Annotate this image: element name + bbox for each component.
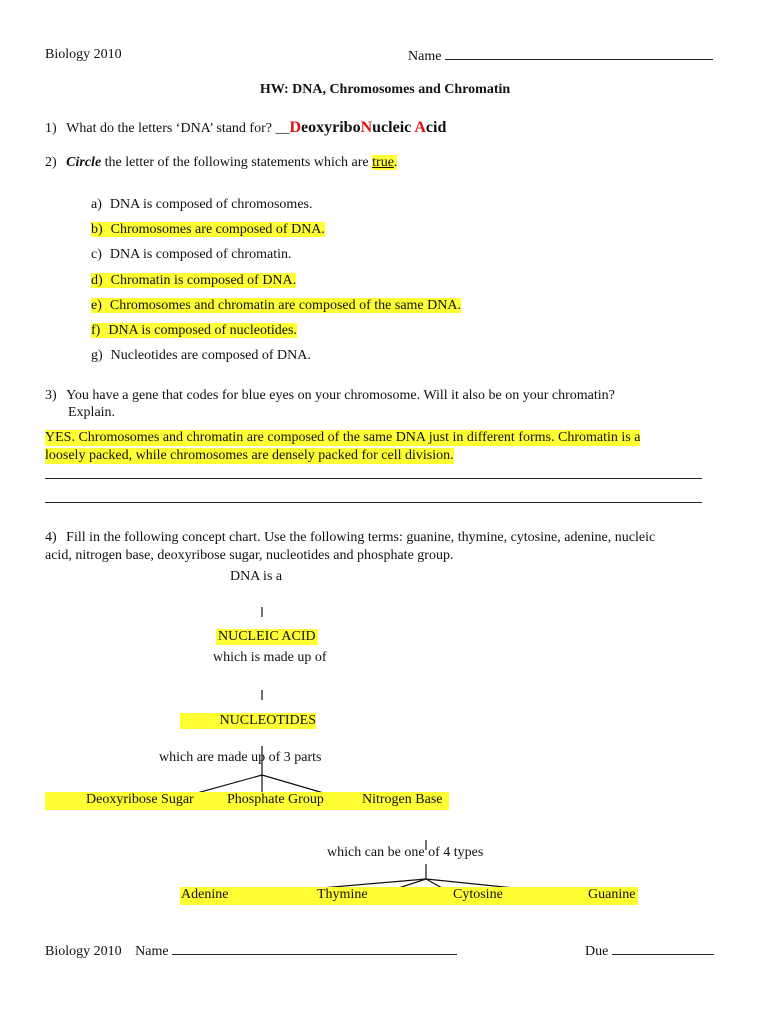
q4-line2: acid, nitrogen base, deoxyribose sugar, nucleotides and phosphate group. [45,548,454,563]
chart-made-up-of: which is made up of [213,650,327,665]
chart-nucleic-acid: NUCLEIC ACID [218,629,316,644]
q3-answer-line1: YES. Chromosomes and chromatin are composed of the same DNA just in different forms. Chromatin is a [45,430,641,445]
footer-due-blank[interactable] [612,942,714,955]
q3-number: 3) [45,388,57,403]
q2-statement-letter[interactable]: b) [91,222,103,238]
footer-name-blank[interactable] [172,942,457,955]
q2-prompt: the letter of the following statements which are [101,155,373,170]
question-2: 2) Circle the letter of the following statements which are true. [45,155,398,170]
q2-statement-letter[interactable]: f) [91,323,101,338]
chart-base-cytosine: Cytosine [453,887,503,902]
q2-verb: Circle [66,155,102,170]
chart-base-guanine: Guanine [588,887,636,902]
q2-statement-body: DNA is composed of chromatin. [109,247,292,263]
q2-statement-body: Chromosomes and chromatin are composed of the same DNA. [109,297,461,313]
footer-due-label: Due [585,944,609,959]
q3-answer-line2: loosely packed, while chromosomes are densely packed for cell division. [45,448,454,463]
q2-statement-body: Nucleotides are composed of DNA. [110,348,311,364]
q2-statement-letter[interactable]: g) [91,348,103,364]
q2-statement-body: DNA is composed of chromosomes. [109,197,313,212]
bases-highlight-band [180,887,638,905]
q1-text: What do the letters ‘DNA’ stand for? __ [66,121,290,136]
footer [45,942,457,960]
chart-part-phosphate-group: Phosphate Group [227,792,324,807]
chart-part-nitrogen-base: Nitrogen Base [362,792,443,807]
q2-statement-letter[interactable]: a) [91,197,102,212]
page-title: HW: DNA, Chromosomes and Chromatin [259,82,511,97]
q2-statement-body: DNA is composed of nucleotides. [108,323,297,338]
q2-true-word: true [372,155,394,170]
chart-part-deoxyribose-sugar: Deoxyribose Sugar [86,792,194,807]
chart-base-thymine: Thymine [317,887,368,902]
q2-statement-letter[interactable]: d) [91,272,103,288]
q4-line1: Fill in the following concept chart. Use the following terms: guanine, thymine, cytosine, adenine, nucleic [66,530,656,545]
q2-statement-body: Chromatin is composed of DNA. [110,272,297,288]
chart-base-adenine: Adenine [181,887,229,902]
q1-answer: DeoxyriboNucleic Acid [289,119,447,136]
q3-line1: You have a gene that codes for blue eyes on your chromosome. Will it also be on your chromatin? [66,388,615,403]
q4-number: 4) [45,530,57,545]
chart-four-types: which can be one of 4 types [327,845,484,860]
header-name-label: Name [408,49,442,64]
chart-dna-is-a: DNA is a [230,569,283,584]
chart-three-parts: which are made up of 3 parts [159,750,322,765]
footer-due [585,942,714,960]
q1-number: 1) [45,121,57,136]
q2-number: 2) [45,155,57,170]
q2-statement-letter[interactable]: e) [91,297,102,313]
chart-nucleotides: NUCLEOTIDES [180,713,316,729]
footer-course: Biology 2010 [45,944,122,959]
q2-statement-body: Chromosomes are composed of DNA. [110,222,325,238]
q3-line2: Explain. [68,405,116,420]
header-course: Biology 2010 [45,47,122,62]
q2-statement-letter[interactable]: c) [91,247,102,263]
footer-name-label: Name [135,944,169,959]
